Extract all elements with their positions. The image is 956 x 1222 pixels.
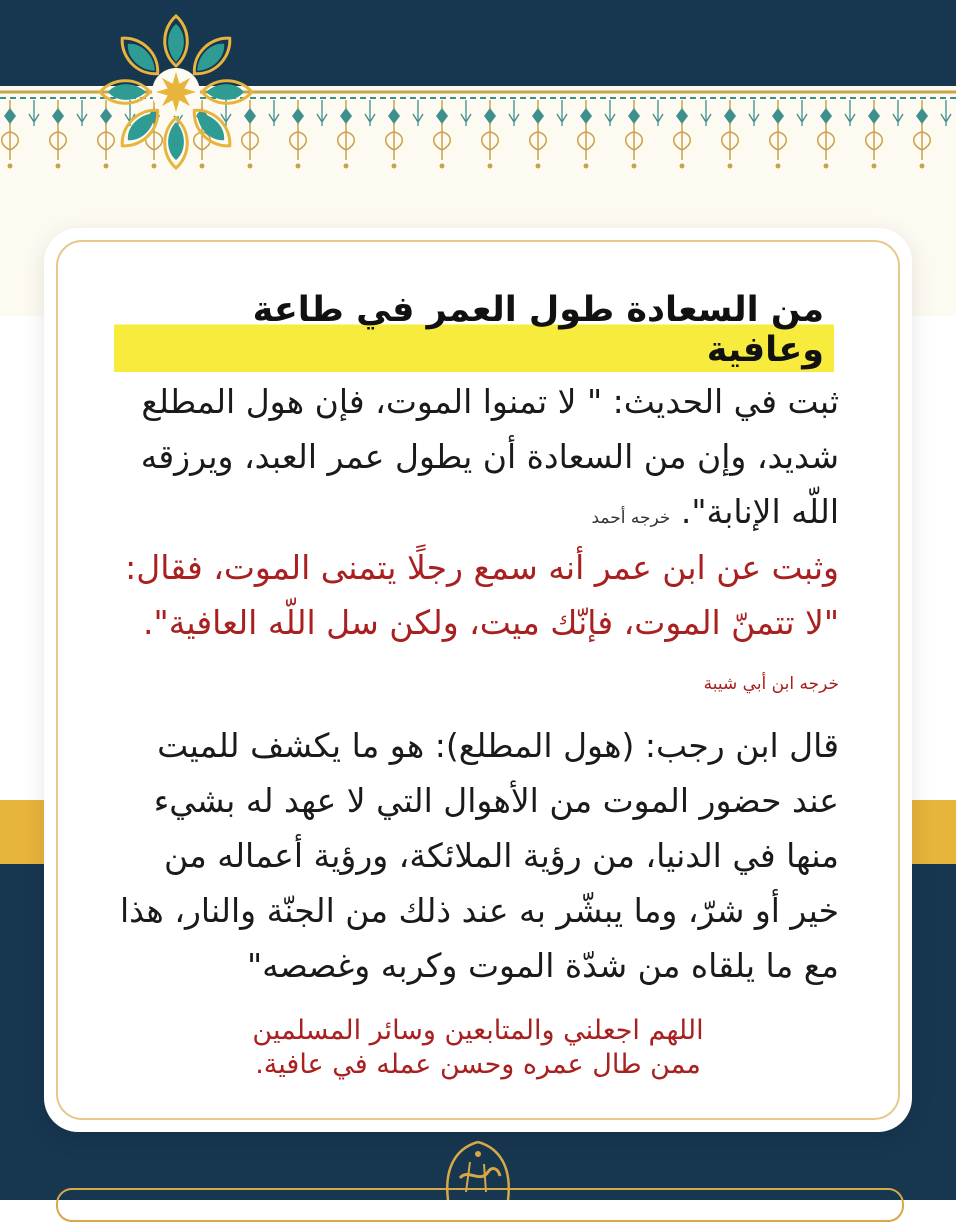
supplication-line-1: اللهم اجعلني والمتابعين وسائر المسلمين [252,1015,704,1046]
rosette-ornament-icon [96,12,256,172]
hadith-text-2: وثبت عن ابن عمر أنه سمع رجلًا يتمنى الموت، فقال: "لا تتمنّ الموت، فإنّك ميت، ولكن سل اللّه العافية". [125,548,839,642]
hadith-source-2: خرجه ابن أبي شيبة [703,674,839,694]
rosette-petal [108,84,146,100]
hadith-source-1: خرجه أحمد [591,508,671,528]
supplication-line-2: ممن طال عمره وحسن عمله في عافية. [255,1049,701,1080]
calligraphy-logo-icon [426,1138,530,1200]
rosette-petal [206,84,244,100]
commentary-paragraph [114,718,839,993]
rosette-petal [168,122,184,160]
commentary-text: قال ابن رجب: (هول المطلع): هو ما يكشف للميت عند حضور الموت من الأهوال التي لا عهد له بشيء منها في الدنيا، من رؤية الملائكة، ورؤية أعماله من خير أو شرّ، وما يبشّر به عند ذلك من الجنّة والنار، هذا مع ما يلقاه من شدّة الموت وكربه وغصصه" [119,726,839,985]
title-container [114,290,834,372]
supplication [140,1014,816,1082]
hadith-paragraph-1 [114,374,839,546]
rosette-petal [168,24,184,62]
hadith-paragraph-2 [114,540,839,712]
hadith-text-1: ثبت في الحديث: " لا تمنوا الموت، فإن هول المطلع شديد، وإن من السعادة أن يطول عمر العبد، ويرزقه اللّه الإنابة". [140,382,839,531]
post-title: من السعادة طول العمر في طاعة وعافية [114,290,834,372]
